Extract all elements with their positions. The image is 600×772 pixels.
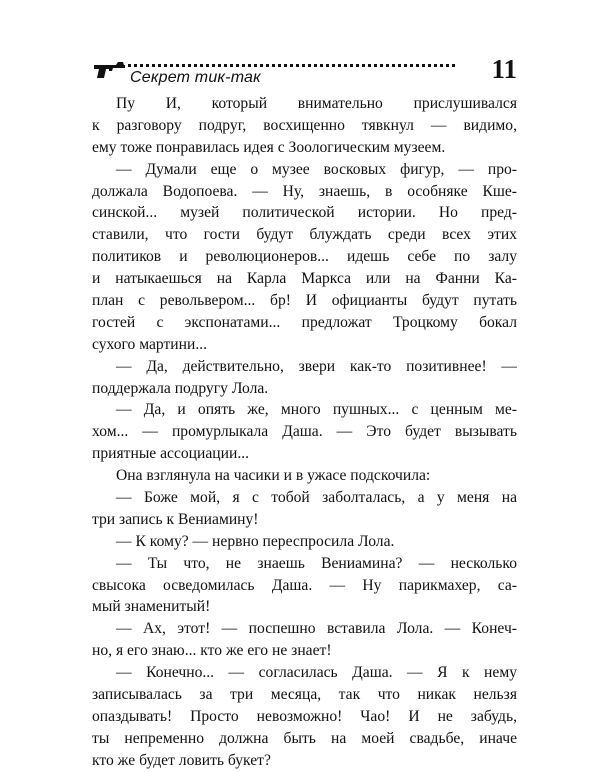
revolver-icon	[92, 58, 126, 80]
text-line: и натыкаешься на Карла Маркса или на Фанни Ка-	[92, 270, 517, 288]
text-line: но, я его знаю... кто же его не знает!	[92, 642, 332, 660]
text-line: приятные ассоциации...	[92, 445, 250, 463]
text-line: свысока осведомилась Даша. — Ну парикмахер, са-	[92, 576, 517, 594]
text-line: три запись к Вениамину!	[92, 510, 259, 528]
text-line: Пу И, который внимательно прислушивался	[116, 95, 517, 112]
text-line: синской... музей политической истории. Но пред-	[92, 204, 517, 222]
text-line: — Конечно... — согласилась Даша. — Я к нему	[116, 664, 517, 682]
text-line: ставили, что гости будут блуждать среди всех этих	[92, 226, 517, 244]
text-line: хом... — промурлыкала Даша. — Это будет вызывать	[92, 423, 517, 441]
text-line: должала Водопоева. — Ну, знаешь, в особняке Кше-	[92, 182, 517, 200]
text-line: поддержала подругу Лола.	[92, 379, 269, 397]
text-line: план с револьвером... бр! И официанты будут путать	[92, 292, 517, 310]
text-line: — К кому? — нервно переспросила Лола.	[116, 532, 395, 550]
text-line: записывалась за три месяца, так что никак нельзя	[92, 686, 517, 704]
text-line: к разговору подруг, восхищенно тявкнул — видимо,	[92, 116, 517, 134]
text-line: ему тоже понравилась идея с Зоологическим музеем.	[92, 138, 446, 156]
header-dotted-rule	[128, 64, 455, 67]
text-line: политиков и революционеров... идешь себе по залу	[92, 248, 517, 266]
text-line: — Да, действительно, звери как-то позитивнее! —	[116, 357, 517, 375]
text-line: сухого мартини...	[92, 335, 208, 353]
text-line: опаздывать! Просто невозможно! Чао! И не забудь,	[92, 707, 517, 725]
text-line: мый знаменитый!	[92, 598, 211, 616]
text-line: кто же будет ловить букет?	[92, 751, 271, 769]
running-header	[92, 52, 517, 92]
text-line: — Боже мой, я с тобой заболталась, а у меня на	[116, 489, 517, 507]
text-line: Она взглянула на часики и в ужасе подскочила:	[116, 467, 431, 485]
text-line: — Думали еще о музее восковых фигур, — про-	[116, 160, 517, 178]
page-number: 11	[491, 54, 517, 84]
text-line: ты непременно должна быть на моей свадьбе, иначе	[92, 729, 517, 747]
text-line: — Да, и опять же, много пушных... с ценным ме-	[116, 401, 517, 419]
text-line: гостей с экспонатами... предложат Троцкому бокал	[92, 313, 517, 331]
running-title: Секрет тик-так	[130, 69, 261, 86]
text-line: — Ты что, не знаешь Вениамина? — несколько	[116, 554, 517, 572]
text-line: — Ах, этот! — поспешно вставила Лола. — Конеч-	[116, 620, 517, 638]
body-text	[92, 93, 517, 772]
